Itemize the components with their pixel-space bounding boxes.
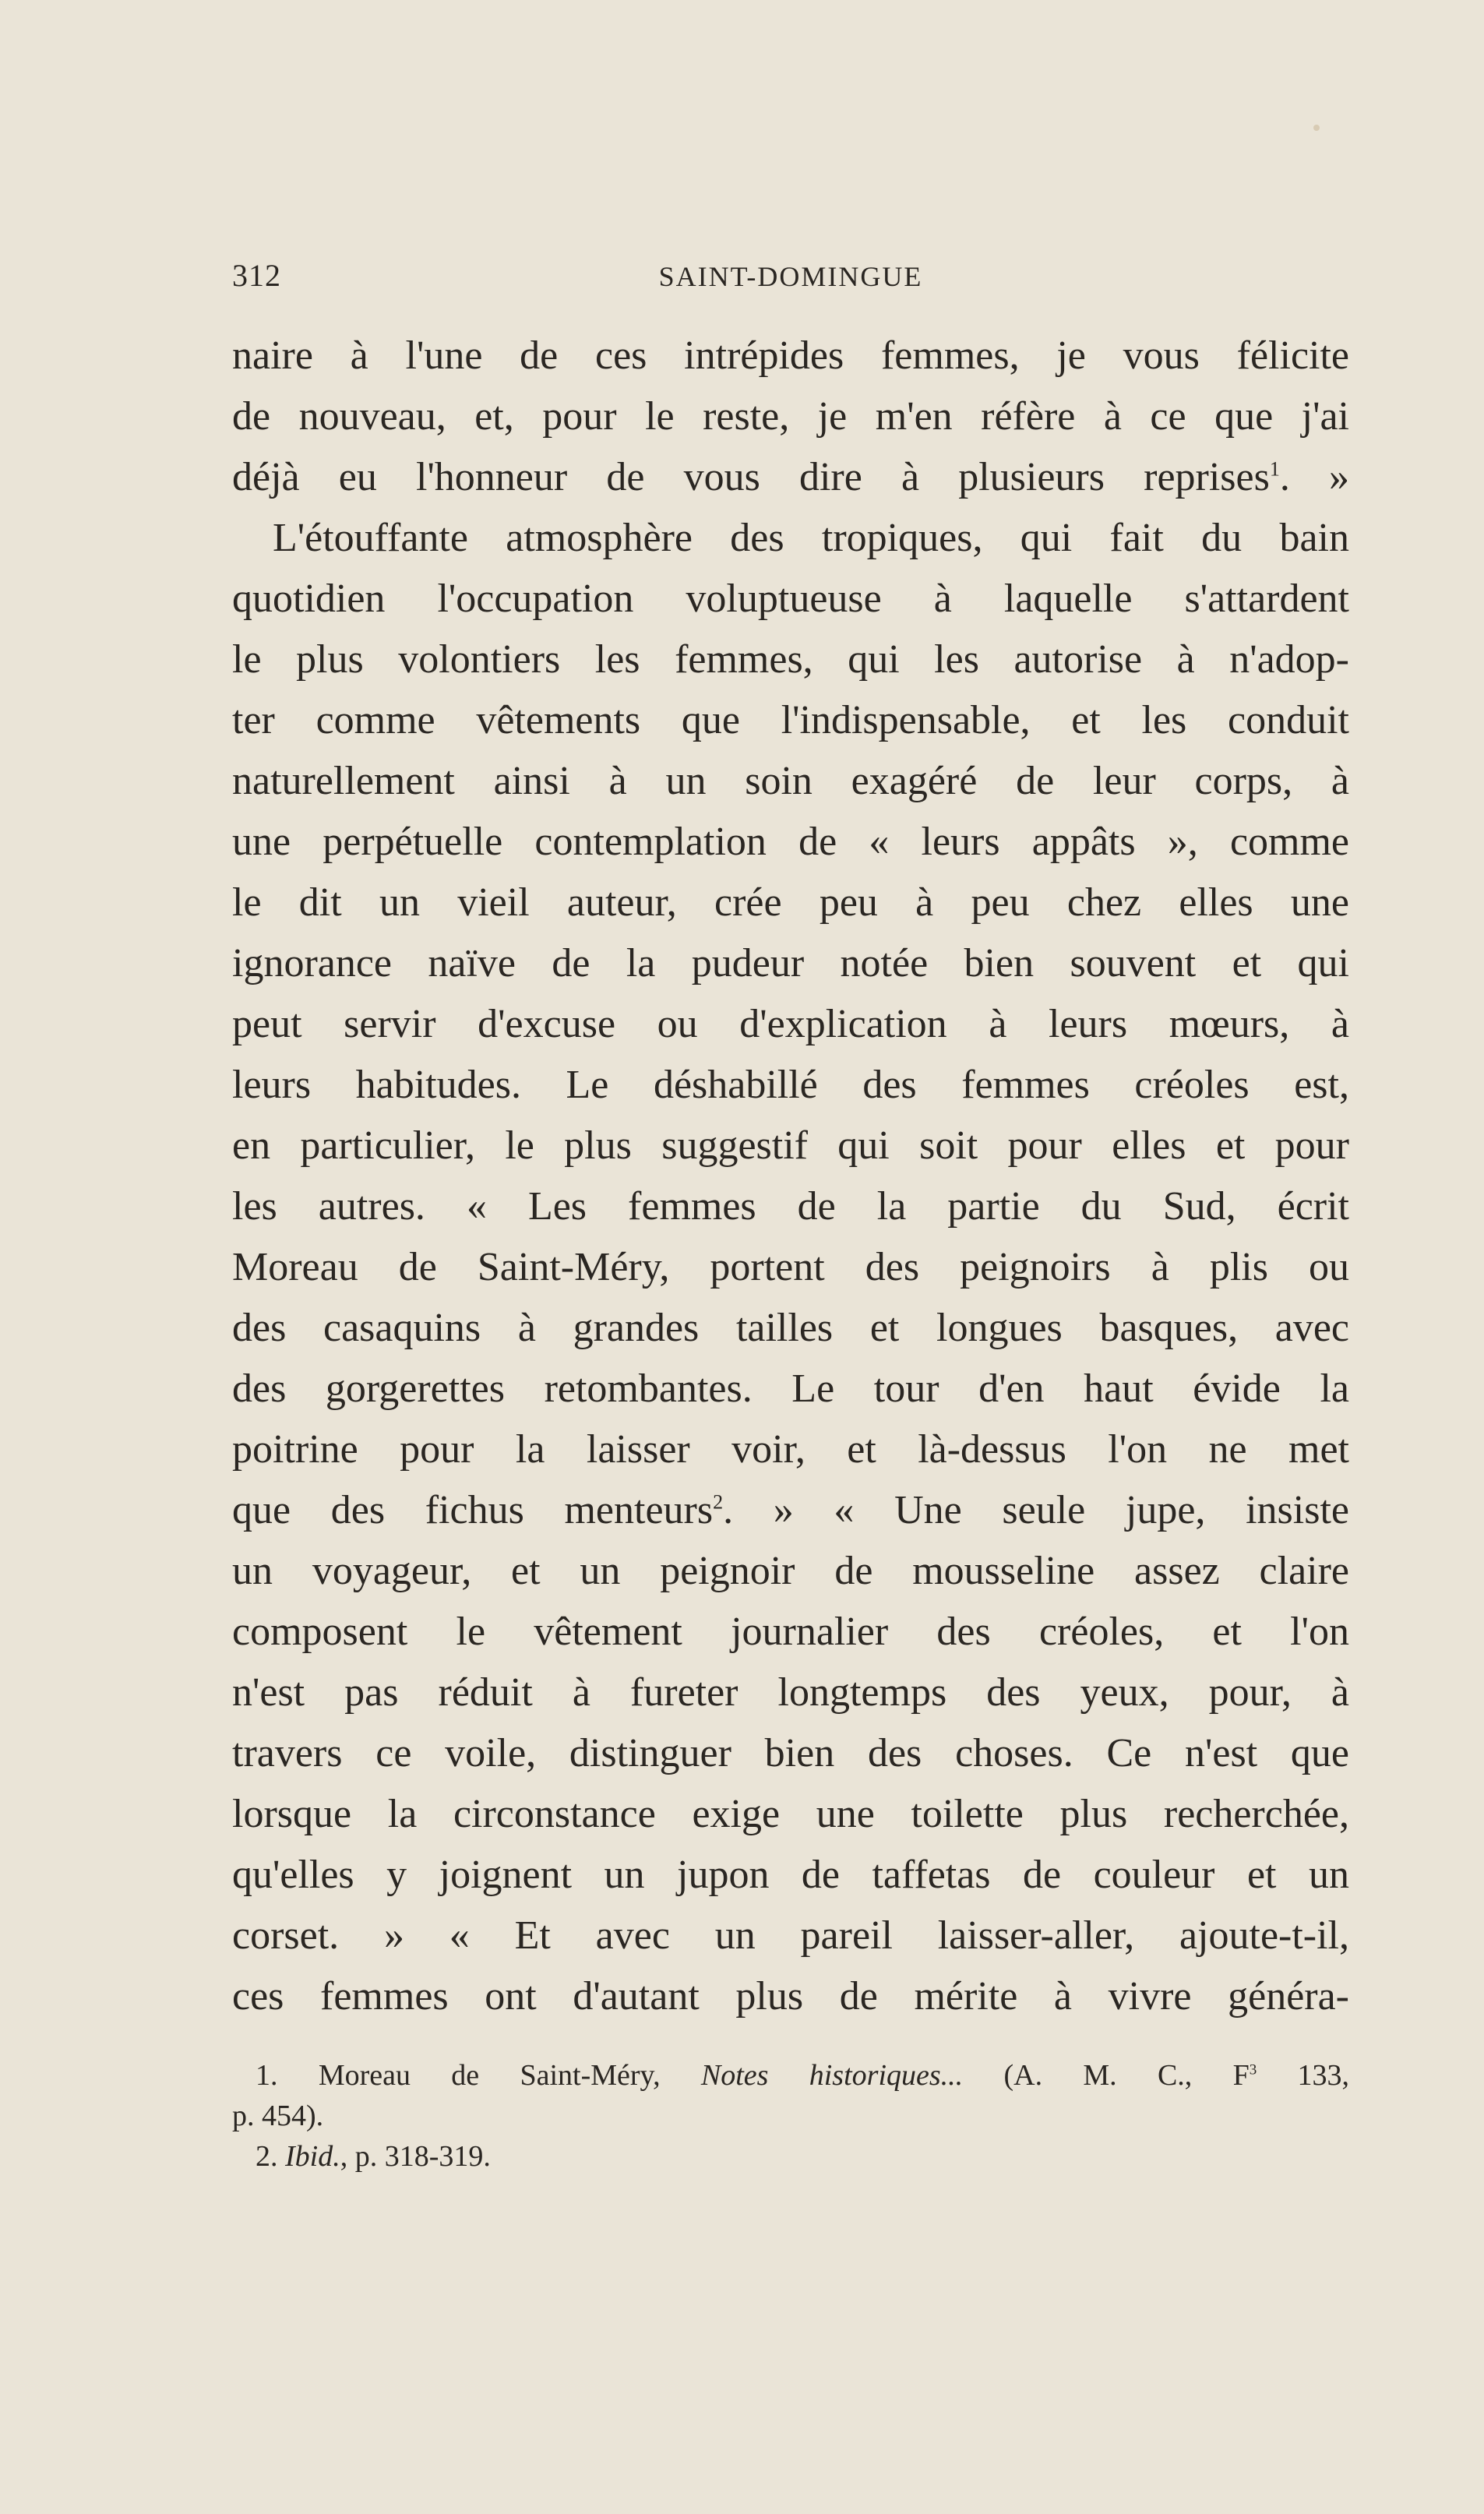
footnote-text: 133, xyxy=(1297,2059,1350,2092)
footnote-text: (A. M. C., F xyxy=(1003,2059,1250,2092)
text-line: qu'elles y joignent un jupon de taffetas de couleur et un xyxy=(232,1853,1349,1897)
footnote-sup: 3 xyxy=(1249,2061,1257,2079)
text-line: quotidien l'occupation voluptueuse à laquelle s'attardent xyxy=(232,576,1349,621)
page-header xyxy=(232,257,1349,304)
text-line: de nouveau, et, pour le reste, je m'en réfère à ce que j'ai xyxy=(232,394,1349,439)
footnote-1 xyxy=(232,2055,1349,2096)
footnote-number: 1. xyxy=(256,2059,278,2092)
text-line: des casaquins à grandes tailles et longues basques, avec xyxy=(232,1306,1349,1350)
text-line: corset. » « Et avec un pareil laisser-aller, ajoute-t-il, xyxy=(232,1913,1349,1958)
footnote-ref: 1 xyxy=(1269,457,1280,481)
text-line: leurs habitudes. Le déshabillé des femmes créoles est, xyxy=(232,1063,1349,1107)
text-line: le plus volontiers les femmes, qui les autorise à n'adop- xyxy=(232,637,1349,682)
footnote-text: Moreau de Saint-Méry, xyxy=(318,2059,661,2092)
footnote-text: , p. 318-319. xyxy=(340,2140,491,2173)
text-line: composent le vêtement journalier des créoles, et l'on xyxy=(232,1610,1349,1654)
text-line: Moreau de Saint-Méry, portent des peignoirs à plis ou xyxy=(232,1245,1349,1289)
footnote-italic: Notes historiques... xyxy=(700,2059,964,2092)
text-line xyxy=(232,447,1349,508)
paper-stain xyxy=(1313,125,1320,131)
footnote-italic: Ibid. xyxy=(285,2140,340,2173)
text-line: un voyageur, et un peignoir de mousseline assez claire xyxy=(232,1549,1349,1593)
text-line: ter comme vêtements que l'indispensable, et les conduit xyxy=(232,698,1349,742)
text-line: naturellement ainsi à un soin exagéré de leur corps, à xyxy=(232,759,1349,803)
page-number: 312 xyxy=(232,258,281,293)
footnote-ref: 2 xyxy=(713,1490,724,1514)
text-line: poitrine pour la laisser voir, et là-dessus l'on ne met xyxy=(232,1427,1349,1472)
text-line xyxy=(232,1480,1349,1541)
body-text xyxy=(232,326,1349,2027)
footnotes xyxy=(232,2055,1349,2177)
running-title: SAINT-DOMINGUE xyxy=(658,261,923,292)
text-line: les autres. « Les femmes de la partie du Sud, écrit xyxy=(232,1184,1349,1229)
text-line: travers ce voile, distinguer bien des choses. Ce n'est que xyxy=(232,1731,1349,1775)
text-fragment: . » « Une seule jupe, insiste xyxy=(723,1488,1349,1532)
text-line: une perpétuelle contemplation de « leurs appâts », comme xyxy=(232,820,1349,864)
text-line: en particulier, le plus suggestif qui soit pour elles et pour xyxy=(232,1123,1349,1168)
text-line: lorsque la circonstance exige une toilette plus recherchée, xyxy=(232,1792,1349,1836)
text-line: L'étouffante atmosphère des tropiques, qui fait du bain xyxy=(273,516,1349,560)
text-line: le dit un vieil auteur, crée peu à peu chez elles une xyxy=(232,880,1349,925)
text-fragment: déjà eu l'honneur de vous dire à plusieurs reprises xyxy=(232,455,1270,499)
text-fragment: que des fichus menteurs xyxy=(232,1488,714,1532)
footnote-1-continuation: p. 454). xyxy=(232,2100,324,2132)
text-line: ces femmes ont d'autant plus de mérite à vivre généra- xyxy=(232,1974,1349,2019)
footnote-number: 2. xyxy=(256,2140,278,2173)
text-line: peut servir d'excuse ou d'explication à leurs mœurs, à xyxy=(232,1002,1349,1046)
text-line: naire à l'une de ces intrépides femmes, je vous félicite xyxy=(232,333,1349,378)
text-line: des gorgerettes retombantes. Le tour d'en haut évide la xyxy=(232,1366,1349,1411)
footnote-2 xyxy=(232,2136,1349,2177)
text-fragment: . » xyxy=(1279,455,1349,499)
text-line: n'est pas réduit à fureter longtemps des yeux, pour, à xyxy=(232,1670,1349,1715)
text-line: ignorance naïve de la pudeur notée bien souvent et qui xyxy=(232,941,1349,986)
